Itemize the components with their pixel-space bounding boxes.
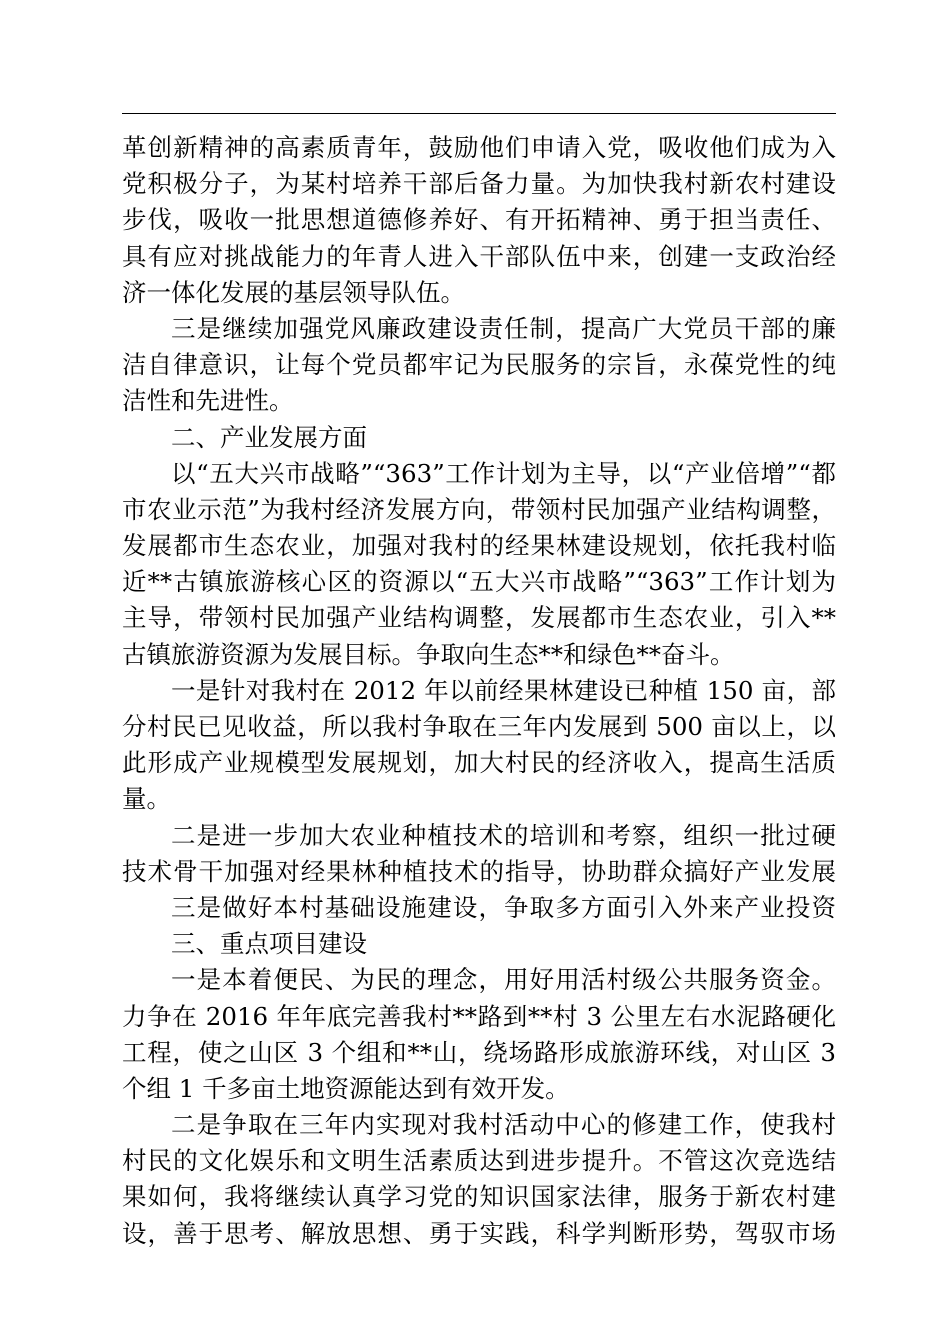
text-line: 革创新精神的高素质青年，鼓励他们申请入党，吸收他们成为入 <box>122 133 836 162</box>
text-line: 设，善于思考、解放思想、勇于实践，科学判断形势，驾驭市场 <box>122 1218 836 1248</box>
text-line: 二是进一步加大农业种植技术的培训和考察，组织一批过硬 <box>171 820 836 850</box>
text-line: 党积极分子，为某村培养干部后备力量。为加快我村新农村建设 <box>122 169 836 199</box>
text-line: 分村民已见收益，所以我村争取在三年内发展到 500 亩以上，以 <box>122 712 836 741</box>
document-body <box>122 130 836 1252</box>
text-line: 主导，带领村民加强产业结构调整，发展都市生态农业，引入** <box>122 603 836 633</box>
text-line: 古镇旅游资源为发展目标。争取向生态**和绿色**奋斗。 <box>122 639 735 669</box>
text-line: 市农业示范”为我村经济发展方向，带领村民加强产业结构调整， <box>122 494 836 524</box>
text-line: 此形成产业规模型发展规划，加大村民的经济收入，提高生活质 <box>122 748 836 778</box>
text-line: 三、重点项目建设 <box>171 929 367 959</box>
text-line: 发展都市生态农业，加强对我村的经果林建设规划，依托我村临 <box>122 531 836 561</box>
text-line: 二是争取在三年内实现对我村活动中心的修建工作，使我村 <box>171 1110 836 1140</box>
text-line: 洁性和先进性。 <box>122 386 294 416</box>
text-line: 工程，使之山区 3 个组和**山，绕场路形成旅游环线，对山区 3 <box>122 1037 836 1067</box>
text-line: 步伐，吸收一批思想道德修养好、有开拓精神、勇于担当责任、 <box>122 205 836 235</box>
text-line: 力争在 2016 年年底完善我村**路到**村 3 公里左右水泥路硬化 <box>122 1001 836 1031</box>
text-line: 洁自律意识，让每个党员都牢记为民服务的宗旨，永葆党性的纯 <box>122 350 836 380</box>
text-line: 一是针对我村在 2012 年以前经果林建设已种植 150 亩，部 <box>171 675 836 705</box>
text-line: 一是本着便民、为民的理念，用好用活村级公共服务资金。 <box>171 965 836 995</box>
text-line: 二、产业发展方面 <box>171 422 367 452</box>
text-line: 近**古镇旅游核心区的资源以“五大兴市战略”“363”工作计划为 <box>122 567 836 597</box>
text-line: 果如何，我将继续认真学习党的知识国家法律，服务于新农村建 <box>122 1182 836 1212</box>
text-line: 个组 1 千多亩土地资源能达到有效开发。 <box>122 1073 570 1103</box>
header-rule <box>122 113 836 114</box>
text-line: 三是继续加强党风廉政建设责任制，提高广大党员干部的廉 <box>171 313 836 343</box>
text-line: 技术骨干加强对经果林种植技术的指导，协助群众搞好产业发展 <box>122 856 836 886</box>
text-line: 具有应对挑战能力的年青人进入干部队伍中来，创建一支政治经 <box>122 241 836 271</box>
text-line: 以“五大兴市战略”“363”工作计划为主导，以“产业倍增”“都 <box>171 458 836 488</box>
text-line: 济一体化发展的基层领导队伍。 <box>122 277 465 307</box>
text-line: 村民的文化娱乐和文明生活素质达到进步提升。不管这次竞选结 <box>122 1146 836 1176</box>
text-line: 量。 <box>122 784 171 814</box>
text-line: 三是做好本村基础设施建设，争取多方面引入外来产业投资 <box>171 892 836 922</box>
